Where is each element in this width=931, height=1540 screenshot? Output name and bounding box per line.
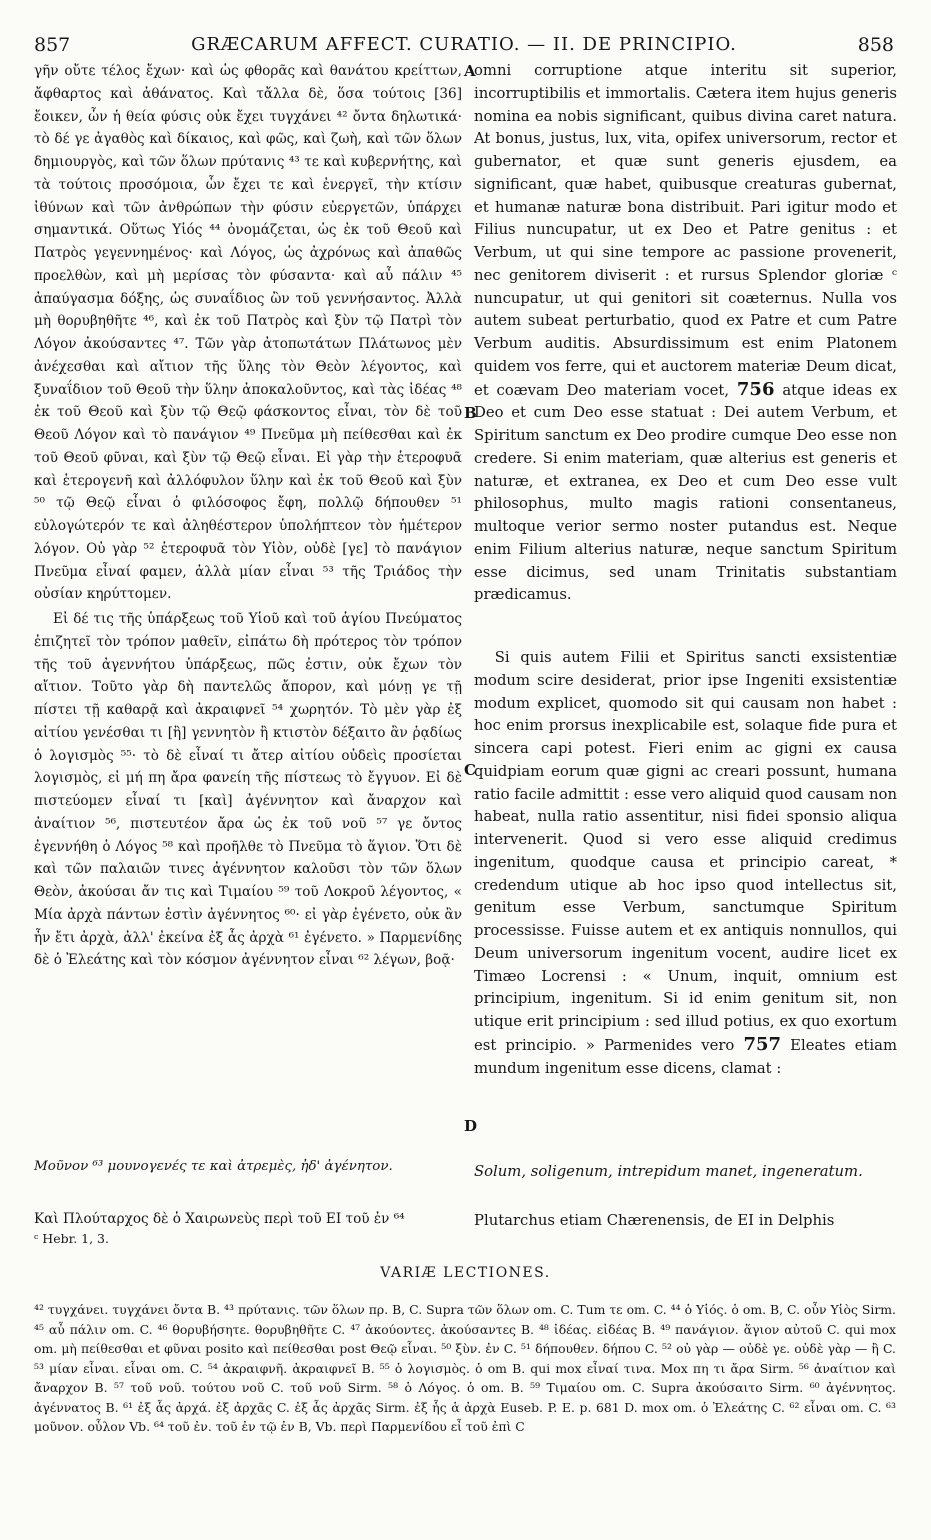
greek-verse: Μοῦνον ⁶³ μουνογενές τε καὶ ἀτρεμὲς, ἠδ' ἀγένητον. bbox=[34, 1159, 393, 1174]
variae-lectiones-notes bbox=[34, 1300, 896, 1437]
greek-paragraph-1: γῆν οὔτε τέλος ἔχων· καὶ ὡς φθορᾶς καὶ θανάτου κρείττων, ἄφθαρτος καὶ ἀθάνατος. Καὶ τἄλλα δὲ, ὅσα τούτοις [36] ἔοικεν, ὧν ἡ θεία φύσις οὐκ ἔχει τυγχάνει ⁴² ὄντα δηλωτικά· τὸ δέ γε ἀγαθὸς καὶ δίκαιος, καὶ φῶς, καὶ ζωὴ, καὶ τῶν ὅλων δημιουργὸς, καὶ τῶν ὅλων πρύτανις ⁴³ τε καὶ κυβερνήτης, καὶ τὰ τούτοις προσόμοια, ὧν ἔχει τε καὶ ἐνεργεῖ, τὴν κτίσιν ἰθύνων καὶ τῶν ἀνθρώπων τὴν φύσιν εὐεργετῶν, ὑπάρχει σημαντικά. Οὕτως Υἱός ⁴⁴ ὀνομάζεται, ὡς ἐκ τοῦ Θεοῦ καὶ Πατρὸς γεγεννημένος· καὶ Λόγος, ὡς ἀχρόνως καὶ ἀπαθῶς προελθὼν, καὶ μὴ μερίσας τὸν φύσαντα· καὶ αὖ πάλιν ⁴⁵ ἀπαύγασμα δόξης, ὡς συναΐδιος ὢν τοῦ γεννήσαντος. Ἀλλὰ μὴ θορυβηθῆτε ⁴⁶, καὶ ἐκ τοῦ Πατρὸς καὶ ξὺν τῷ Πατρὶ τὸν Λόγον ἀκούσαντες ⁴⁷. Τῶν γὰρ ἀτοπωτάτων Πλάτωνος μὲν ἀνέχεσθαι καὶ αἴτιον τῆς ὕλης τὸν Θεὸν λέγοντος, καὶ ξυναΐδιον τοῦ Θεοῦ τὴν ὕλην ἀποκαλοῦντος, καὶ τὰς ἰδέας ⁴⁸ ἐκ τοῦ Θεοῦ καὶ ξὺν τῷ Θεῷ φάσκοντος εἶναι, τὸν δὲ τοῦ Θεοῦ Λόγον καὶ τὸ πανάγιον ⁴⁹ Πνεῦμα μὴ πείθεσθαι καὶ ἐκ τοῦ Θεοῦ φῦναι, καὶ ξὺν τῷ Θεῷ εἶναι. Εἰ γὰρ τὴν ἑτεροφυᾶ καὶ ἑτερογενῆ καὶ ἀλλόφυλον ὕλην καὶ ἐκ τοῦ Θεοῦ καὶ ξὺν ⁵⁰ τῷ Θεῷ εἶναι ὁ φιλόσοφος ἔφη, πολλῷ δήπουθεν ⁵¹ εὐλογώτερόν τε καὶ ἀληθέστερον ὑπολήπτεον τὸν ἡμέτερον λόγον. Οὐ γὰρ ⁵² ἑτεροφυᾶ τὸν Υἱὸν, οὐδὲ [γε] τὸ πανάγιον Πνεῦμα εἶναί φαμεν, ἀλλὰ μίαν εἶναι ⁵³ τῆς Τριάδος τὴν οὐσίαν κηρύττομεν. bbox=[34, 63, 462, 603]
column-number-756: 756 bbox=[736, 378, 775, 400]
latin-paragraph-2 bbox=[474, 647, 897, 1080]
running-header bbox=[34, 34, 894, 62]
margin-marker-d: D bbox=[464, 1117, 478, 1135]
greek-column bbox=[34, 60, 462, 972]
variae-lectiones-title: VARIÆ LECTIONES. bbox=[380, 1265, 551, 1281]
latin-paragraph-2-a: Si quis autem Filii et Spiritus sancti exsistentiæ modum scire desiderat, prior ipse Ingeniti exsistentiæ modum explicet, quomodo sit qui causam non habet : hoc enim prorsus inexplicabile est, solaque fide pura et sincera capi potest. Fieri enim ac gigni ex causa quidpiam eorum quæ gigni ac creari possunt, humana ratio facile admittit : esse vero aliquid quod causam non habeat, nulla ratio assentitur, nisi fidei sponsio aliqua intervenerit. Quod si vero esse aliquid credimus ingenitum, quodque causa et principio careat, * credendum utique ab hoc ipso quod intellectus sit, genitum esse Verbum, sanctumque Spiritum processisse. Fuisse autem et ex antiquis nonnullos, qui Deum universorum ingenitum vocent, audire licet ex Timæo Locrensi : « Unum, inquit, omnium est principium, ingenitum. Si id enim genitum sit, non utique erit principium : sed illud potius, ex quo exortum est principio. » Parmenides vero bbox=[474, 649, 897, 1054]
greek-last-text: Καὶ Πλούταρχος δὲ ὁ Χαιρωνεὺς περὶ τοῦ ΕΙ τοῦ ἐν ⁶⁴ bbox=[34, 1211, 405, 1227]
greek-paragraph-2: Εἰ δέ τις τῆς ὑπάρξεως τοῦ Υἱοῦ καὶ τοῦ ἁγίου Πνεύματος ἐπιζητεῖ τὸν τρόπον μαθεῖν, εἰπάτω δὴ πρότερος τὸν τρόπον τῆς τοῦ ἀγεννήτου ὑπάρξεως, πῶς ἐστιν, οὐκ ἔχων τὸν αἴτιον. Τοῦτο γὰρ δὴ παντελῶς ἄπορον, καὶ μόνῃ γε τῇ πίστει τῇ καθαρᾷ καὶ ἀκραιφνεῖ ⁵⁴ χωρητόν. Τὸ μὲν γὰρ ἐξ αἰτίου γενέσθαι τι [ἢ] γεννητὸν ἢ κτιστὸν δέξαιτο ἂν ῥᾳδίως ὁ λογισμὸς ⁵⁵· τὸ δὲ εἶναί τι ἄτερ αἰτίου οὐδεὶς προσίεται λογισμὸς, εἰ μή πη ἄρα φανείη τῆς πίστεως τὸ ἔγγυον. Εἰ δὲ πιστεύομεν εἶναί τι [καὶ] ἀγέννητον καὶ ἄναρχον καὶ ἀναίτιον ⁵⁶, πιστευτέον ἄρα ὡς ἐκ τοῦ νοῦ ⁵⁷ γε ὄντος ἐγεννήθη ὁ Λόγος ⁵⁸ καὶ προῆλθε τὸ Πνεῦμα τὸ ἅγιον. Ὅτι δὲ καὶ τῶν παλαιῶν τινες ἀγέννητον καλοῦσι τὸν τῶν ὅλων Θεὸν, ἀκούσαι ἄν τις καὶ Τιμαίου ⁵⁹ τοῦ Λοκροῦ λέγοντος, « Μία ἀρχὰ πάντων ἐστὶν ἀγέννητος ⁶⁰· εἰ γὰρ ἐγένετο, οὐκ ἂν ἦν ἔτι ἀρχὰ, ἀλλ' ἐκείνα ἐξ ἇς ἀρχὰ ⁶¹ ἐγένετο. » Παρμενίδης δὲ ὁ Ἐλεάτης καὶ τὸν κόσμον ἀγέννητον εἶναι ⁶² λέγων, βοᾷ· bbox=[34, 611, 462, 969]
latin-paragraph-1-a: omni corruptione atque interitu sit superior, incorruptibilis et immortalis. Cætera item hujus generis nomina ea nobis significant, quibus divina caret natura. At bonus, justus, lux, vita, opifex universorum, rector et gubernator, et quæ sunt generis ejusdem, ea significant, quæ habet, quibusque creaturas gubernat, et humanæ naturæ bona distribuit. Pari igitur modo et Filius nuncupatur, ut ex Deo et Patre genitus : et Verbum, ut qui sine tempore ac passione provenerit, nec genitorem diviserit : et rursus Splendor gloriæ ᶜ nuncupatur, ut qui genitori sit coæternus. Nulla vos autem subeat perturbatio, quod ex Patre et cum Patre Verbum auditis. Absurdissimum est enim Platonem quidem vos ferre, qui et auctorem materiæ Deum dicat, et coævam Deo materiam vocet, bbox=[474, 62, 897, 399]
margin-marker-c: C bbox=[464, 761, 476, 779]
latin-paragraph-1 bbox=[474, 60, 897, 607]
page-number-left: 857 bbox=[34, 34, 71, 56]
latin-verse: Solum, soligenum, intrepidum manet, ingeneratum. bbox=[474, 1163, 863, 1180]
margin-marker-b: B bbox=[464, 404, 477, 422]
latin-paragraph-2-b: Eleates etiam mundum ingenitum esse dicens, clamat : bbox=[474, 1036, 897, 1077]
latin-paragraph-1-b: atque ideas ex Deo et cum Deo esse statuat : Dei autem Verbum, et Spiritum sanctum ex Deo prodire cumque Deo esse non credere. Si enim materiam, quæ alterius est generis et naturæ, et extranea, ex Deo et cum Deo esse vult philosophus, multo magis rationi consentaneus, multoque verior sermo noster putandus est. Neque enim Filium alterius naturæ, neque sanctum Spiritum esse dicimus, sed unam Trinitatis substantiam prædicamus. bbox=[474, 381, 897, 604]
latin-column bbox=[474, 60, 897, 1080]
column-number-757: 757 bbox=[743, 1033, 782, 1055]
running-title: GRÆCARUM AFFECT. CURATIO. — II. DE PRINCIPIO. bbox=[191, 34, 737, 55]
page-number-right: 858 bbox=[857, 34, 894, 56]
greek-last-line bbox=[34, 1209, 462, 1249]
variae-lectiones-text: ⁴² τυγχάνει. τυγχάνει ὄντα B. ⁴³ πρύτανις. τῶν ὅλων πρ. B, C. Supra τῶν ὅλων om. C. Tum τε om. C. ⁴⁴ ὁ Υἱός. ὁ om. B, C. οὖν Υἱὸς Sirm. ⁴⁵ αὖ πάλιν om. C. ⁴⁶ θορυβήσητε. θορυβηθῆτε C. ⁴⁷ ἀκούοντες. ἀκούσαντες B. ⁴⁸ ἰδέας. εἰδέας B. ⁴⁹ πανάγιον. ἅγιον αὐτοῦ C. qui mox om. μὴ πείθεσθαι et φῦναι posito καὶ πείθεσθαι post Θεῷ εἶναι. ⁵⁰ ξὺν. ἐν C. ⁵¹ δήπουθεν. δήπου C. ⁵² οὐ γὰρ — οὐδὲ γε. οὐδὲ γὰρ — ἢ C. ⁵³ μίαν εἶναι. εἶναι om. C. ⁵⁴ ἀκραιφνῆ. ἀκραιφνεῖ B. ⁵⁵ ὁ λογισμὸς. ὁ om B. qui mox εἶναί τινα. Mox πη τι ἄρα Sirm. ⁵⁶ ἀναίτιον καὶ ἄναρχον B. ⁵⁷ τοῦ νοῦ. τούτου νοῦ C. τοῦ νοῦ Sirm. ⁵⁸ ὁ Λόγος. ὁ om. B. ⁵⁹ Τιμαίου om. C. Supra ἀκούσαιτο Sirm. ⁶⁰ ἀγέννητος. ἀγέννατος B. ⁶¹ ἐξ ἇς ἀρχά. ἐξ ἀρχᾶς C. ἐξ ἇς ἀρχᾶς Sirm. ἐξ ἧς ἁ ἀρχὰ Euseb. P. E. p. 681 D. mox om. ὁ Ἐλεάτης C. ⁶² εἶναι om. C. ⁶³ μοῦνον. οὖλον Vb. ⁶⁴ τοῦ ἐν. τοῦ ἐν τῷ ἐν B, Vb. περὶ Παρμενίδου εἶ τοῦ ἐπὶ C bbox=[34, 1302, 896, 1434]
margin-marker-a: A bbox=[464, 62, 476, 80]
latin-last-line: Plutarchus etiam Chærenensis, de EI in Delphis bbox=[474, 1212, 835, 1229]
footnote-reference: ᶜ Hebr. 1, 3. bbox=[34, 1231, 109, 1246]
